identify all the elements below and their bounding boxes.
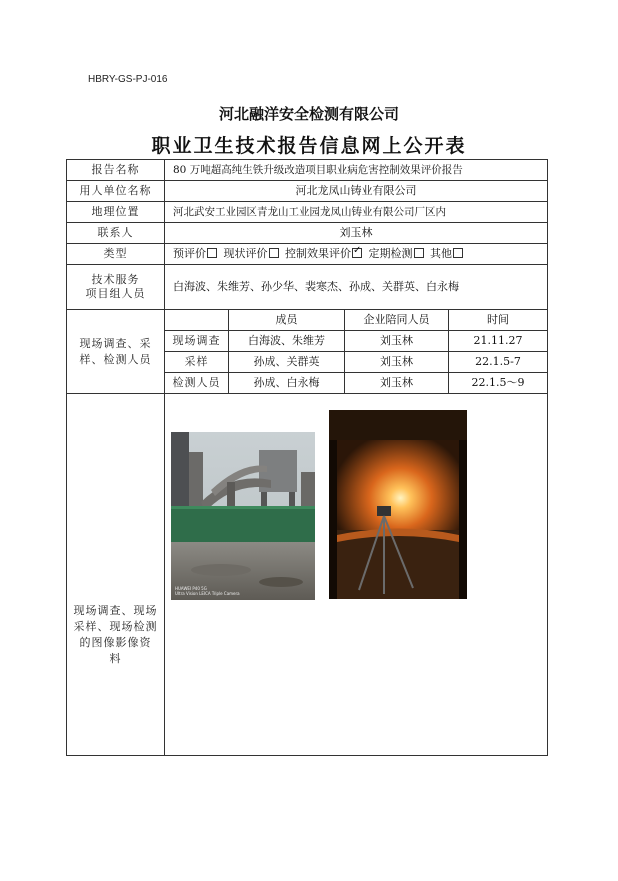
site-photo-exterior [171, 432, 315, 600]
survey-row-members: 白海波、朱维芳 [229, 331, 345, 352]
sampling-row-escort: 刘玉林 [345, 352, 449, 373]
label-type: 类型 [67, 244, 165, 265]
company-name: 河北融洋安全检测有限公司 [218, 105, 399, 123]
report-info-table [66, 159, 548, 756]
testing-row-escort: 刘玉林 [345, 373, 449, 394]
checkbox-icon [414, 248, 424, 258]
value-team: 白海波、朱维芳、孙少华、裴寒杰、孙成、关群英、白永梅 [165, 265, 548, 310]
row-contact [67, 223, 548, 244]
option-status-eval: 现状评价 [224, 247, 282, 260]
blank-cell [165, 310, 229, 331]
label-survey: 现场调查、采 样、检测人员 [67, 310, 165, 394]
checkbox-icon [453, 248, 463, 258]
testing-row-time: 22.1.5～9 [449, 373, 548, 394]
survey-row-escort: 刘玉林 [345, 331, 449, 352]
row-client [67, 181, 548, 202]
row-location [67, 202, 548, 223]
sampling-row-name: 采样 [165, 352, 229, 373]
value-contact: 刘玉林 [165, 223, 548, 244]
survey-row-time: 21.11.27 [449, 331, 548, 352]
label-client: 用人单位名称 [67, 181, 165, 202]
header-escort: 企业陪同人员 [345, 310, 449, 331]
row-team [67, 265, 548, 310]
value-location: 河北武安工业园区青龙山工业园龙凤山铸业有限公司厂区内 [165, 202, 548, 223]
header-members: 成员 [229, 310, 345, 331]
row-survey-header [67, 310, 548, 331]
label-contact: 联系人 [67, 223, 165, 244]
site-photo-furnace [329, 410, 467, 599]
label-images: 现场调查、现场 采样、现场检测 的图像影像资 料 [67, 394, 165, 756]
option-other: 其他 [430, 247, 466, 260]
sampling-row-members: 孙成、关群英 [229, 352, 345, 373]
header-time: 时间 [449, 310, 548, 331]
option-pre-eval: 预评价 [173, 247, 220, 260]
page-title: 职业卫生技术报告信息网上公开表 [151, 135, 467, 157]
type-options [165, 244, 548, 265]
checked-checkbox-icon [352, 248, 362, 258]
photo-watermark: HUAWEI P40 5G Ultra Vision LEICA Triple Camera [175, 586, 240, 596]
images-cell [165, 394, 548, 756]
value-client: 河北龙凤山铸业有限公司 [165, 181, 548, 202]
label-report-name: 报告名称 [67, 160, 165, 181]
row-report-name [67, 160, 548, 181]
survey-row-name: 现场调查 [165, 331, 229, 352]
row-images [67, 394, 548, 756]
testing-row-members: 孙成、白永梅 [229, 373, 345, 394]
option-control-eval: 控制效果评价✓ [285, 247, 365, 260]
testing-row-name: 检测人员 [165, 373, 229, 394]
document-code: HBRY-GS-PJ-016 [88, 74, 168, 85]
checkbox-icon [207, 248, 217, 258]
sampling-row-time: 22.1.5-7 [449, 352, 548, 373]
row-type [67, 244, 548, 265]
label-location: 地理位置 [67, 202, 165, 223]
value-report-name: 80 万吨超高纯生铁升级改造项目职业病危害控制效果评价报告 [165, 160, 548, 181]
option-periodic-test: 定期检测 [369, 247, 427, 260]
label-team: 技术服务 项目组人员 [67, 265, 165, 310]
checkbox-icon [269, 248, 279, 258]
